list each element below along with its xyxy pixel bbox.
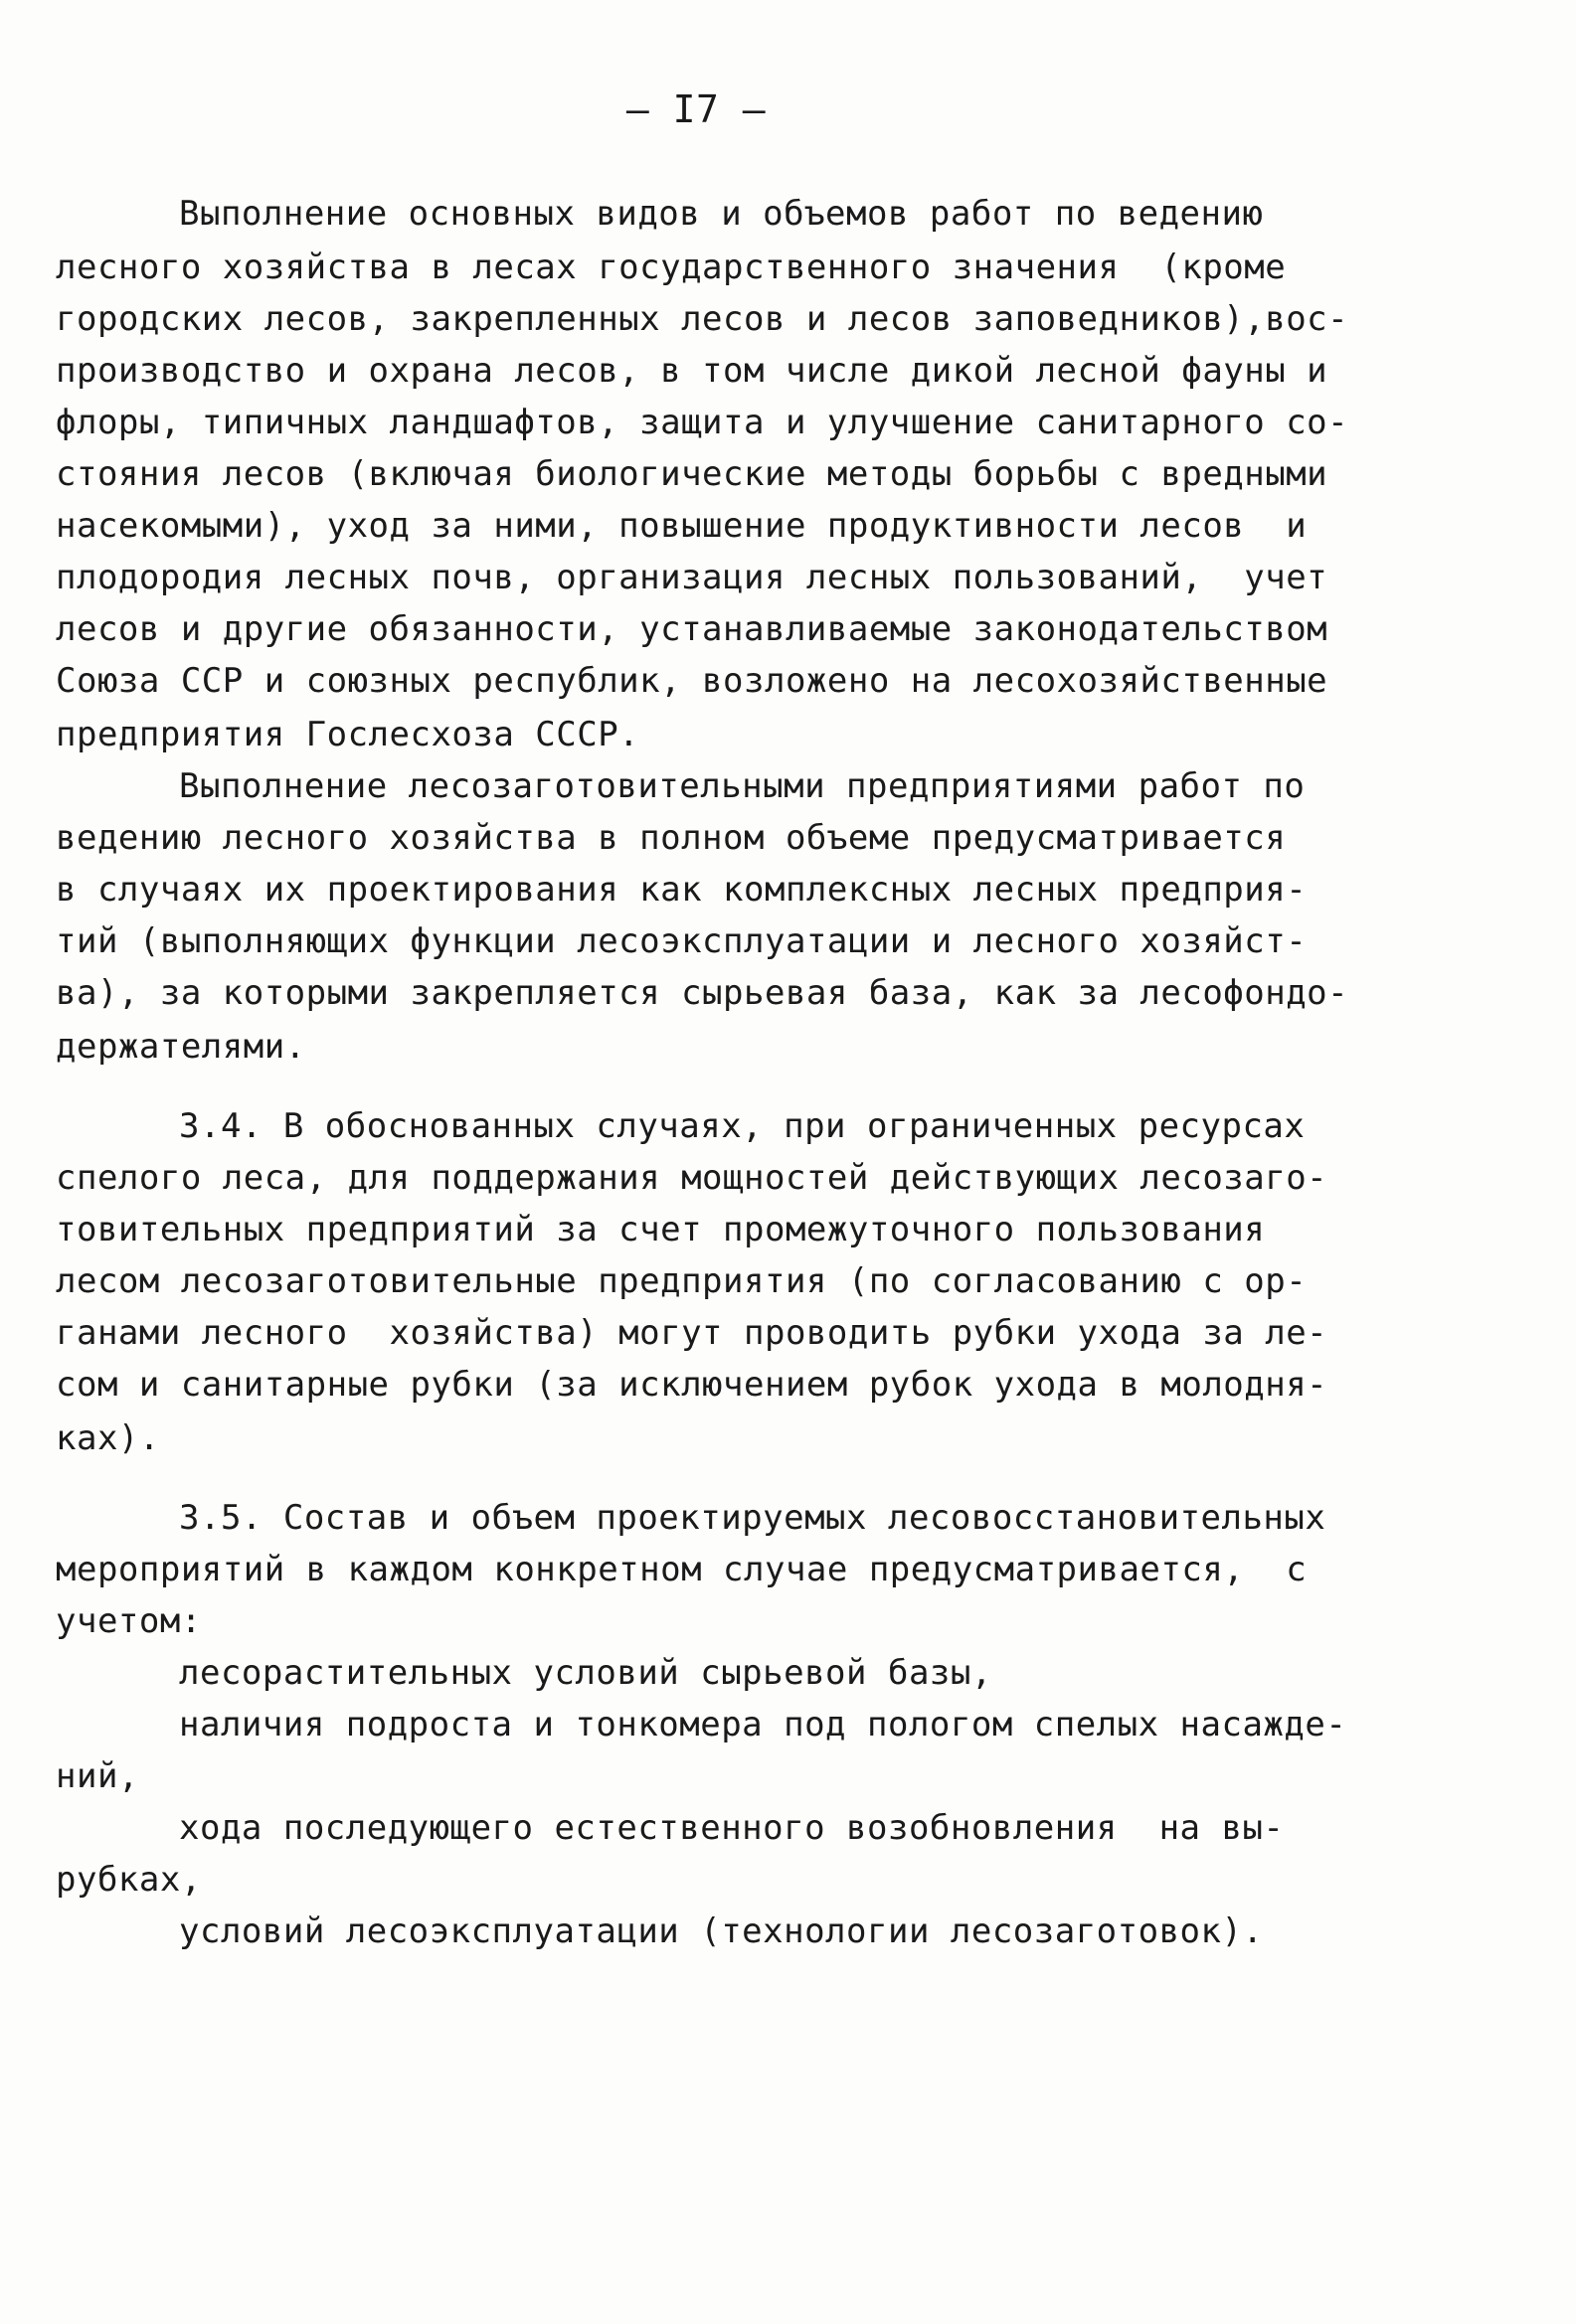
- text-line: стояния лесов (включая биологические методы борьбы с вредными: [56, 454, 1328, 494]
- text-line: плодородия лесных почв, организация лесных пользований, учет: [56, 558, 1328, 597]
- text-line: предприятия Гослесхоза СССР.: [56, 715, 640, 754]
- text-line: 3.5. Состав и объем проектируемых лесовосстановительных: [179, 1498, 1326, 1538]
- text-line: производство и охрана лесов, в том числе дикой лесной фауны и: [56, 351, 1328, 391]
- text-line: флоры, типичных ландшафтов, защита и улучшение санитарного со-: [56, 403, 1349, 442]
- text-line: городских лесов, закрепленных лесов и лесов заповедников),вос-: [56, 299, 1349, 339]
- text-line: условий лесоэксплуатации (технологии лесозаготовок).: [179, 1911, 1264, 1951]
- text-line: наличия подроста и тонкомера под пологом спелых насажде-: [179, 1705, 1347, 1744]
- text-line: держателями.: [56, 1027, 306, 1067]
- text-line: хода последующего естественного возобновления на вы-: [179, 1808, 1285, 1848]
- text-line: насекомыми), уход за ними, повышение продуктивности лесов и: [56, 506, 1308, 546]
- text-line: лесного хозяйства в лесах государственного значения (кроме: [56, 248, 1287, 287]
- text-line: тий (выполняющих функции лесоэксплуатации и лесного хозяйст-: [56, 921, 1308, 961]
- text-line: 3.4. В обоснованных случаях, при ограниченных ресурсах: [179, 1106, 1306, 1146]
- text-line: мероприятий в каждом конкретном случае предусматривается, с: [56, 1550, 1308, 1589]
- text-line: Выполнение основных видов и объемов работ по ведению: [179, 194, 1264, 234]
- text-line: ведению лесного хозяйства в полном объеме предусматривается: [56, 818, 1287, 858]
- page-number: — I7 —: [625, 87, 767, 131]
- text-line: сом и санитарные рубки (за исключением рубок ухода в молодня-: [56, 1365, 1328, 1405]
- text-line: ний,: [56, 1756, 139, 1796]
- text-line: лесом лесозаготовительные предприятия (по согласованию с ор-: [56, 1261, 1308, 1301]
- text-line: ках).: [56, 1418, 160, 1458]
- text-line: рубках,: [56, 1860, 202, 1900]
- text-line: лесов и другие обязанности, устанавливаемые законодательством: [56, 609, 1328, 649]
- text-line: ганами лесного хозяйства) могут проводить рубки ухода за ле-: [56, 1313, 1328, 1353]
- text-line: в случаях их проектирования как комплексных лесных предприя-: [56, 870, 1308, 910]
- text-line: лесорастительных условий сырьевой базы,: [179, 1653, 992, 1693]
- text-line: Выполнение лесозаготовительными предприятиями работ по: [179, 766, 1306, 806]
- text-line: спелого леса, для поддержания мощностей действующих лесозаго-: [56, 1158, 1328, 1198]
- text-line: учетом:: [56, 1601, 202, 1641]
- text-line: товительных предприятий за счет промежуточного пользования: [56, 1210, 1266, 1249]
- text-line: Союза ССР и союзных республик, возложено на лесохозяйственные: [56, 661, 1328, 701]
- text-line: ва), за которыми закрепляется сырьевая база, как за лесофондо-: [56, 973, 1349, 1013]
